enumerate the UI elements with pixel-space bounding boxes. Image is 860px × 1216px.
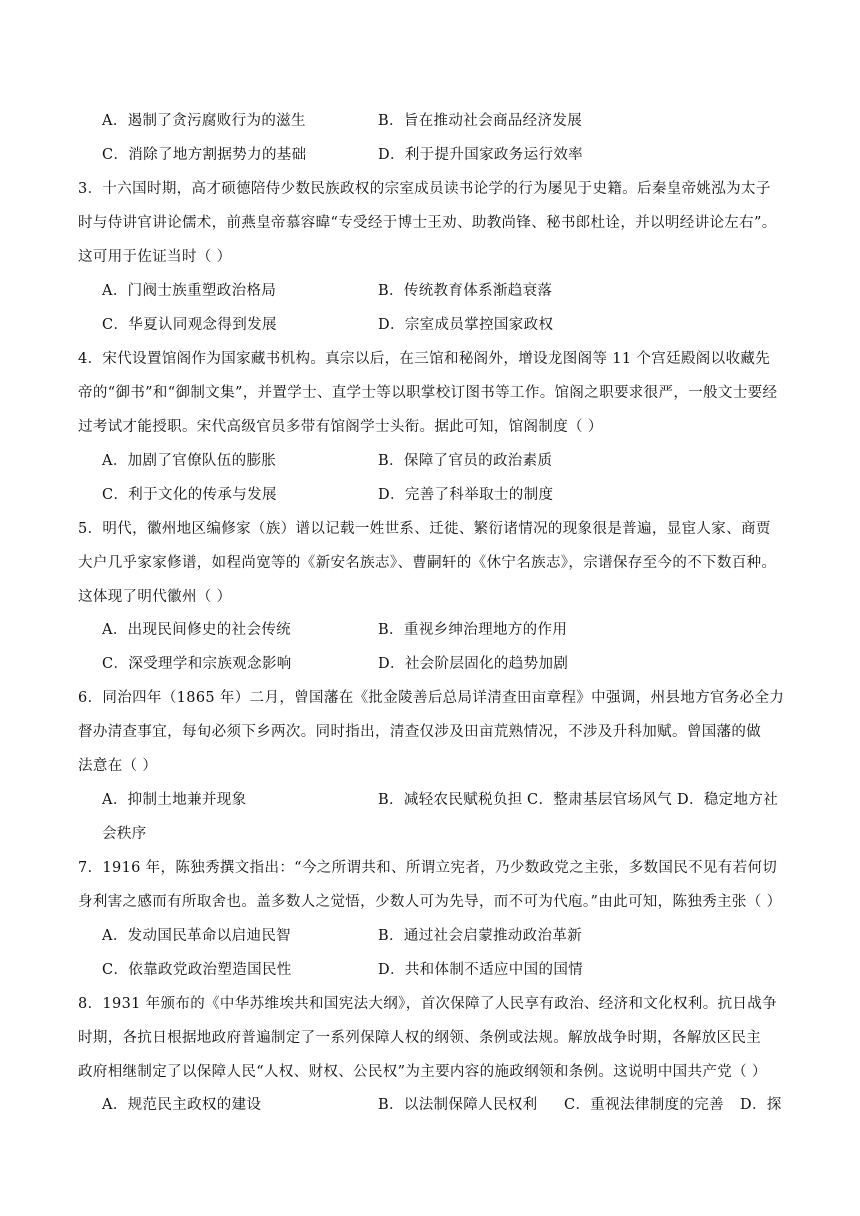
q5-stem-line-3: 这体现了明代徽州（ ） [78, 589, 232, 605]
q7-stem-line-2: 身利害之感而有所取舍也。盖多数人之觉悟，少数人可为先导，而不可为代庖。”由此可知，陈独秀主张（ ） [78, 894, 782, 910]
q4-stem-line-1: 4．宋代设置馆阁作为国家藏书机构。真宗以后，在三馆和秘阁外，增设龙图阁等 11 个宫廷殿阁以收藏先 [78, 351, 771, 367]
q6-stem-line-3: 法意在（ ） [78, 758, 158, 774]
q8-option-b: B．以法制保障人民权利 [378, 1097, 538, 1113]
q2-option-d: D．利于提升国家政务运行效率 [378, 147, 584, 163]
q7-stem-line-1: 7．1916 年，陈独秀撰文指出：“今之所谓共和、所谓立宪者，乃少数政党之主张，多数国民不见有若何切 [78, 860, 778, 876]
q3-option-b: B．传统教育体系渐趋衰落 [378, 283, 553, 299]
q3-option-a: A．门阀士族重塑政治格局 [102, 283, 277, 299]
q3-option-c: C．华夏认同观念得到发展 [102, 317, 277, 333]
q7-option-b: B．通过社会启蒙推动政治革新 [378, 928, 583, 944]
q6-stem-line-1: 6．同治四年（1865 年）二月，曾国藩在《批金陵善后总局详清查田亩章程》中强调，州县地方官务必全力 [78, 690, 785, 706]
q5-option-d: D．社会阶层固化的趋势加剧 [378, 656, 569, 672]
q5-stem-line-1: 5．明代，徽州地区编修家（族）谱以记载一姓世系、迁徙、繁衍诸情况的现象很是普遍，显宦人家、商贾 [78, 521, 771, 537]
q7-option-a: A．发动国民革命以启迪民智 [102, 928, 292, 944]
q3-stem-line-3: 这可用于佐证当时（ ） [78, 249, 232, 265]
q6-option-b: B．减轻农民赋税负担 [378, 792, 523, 808]
q6-option-d-continued: 会秩序 [102, 826, 147, 842]
q2-option-b: B．旨在推动社会商品经济发展 [378, 113, 583, 129]
q3-option-d: D．宗室成员掌控国家政权 [378, 317, 554, 333]
q4-option-a: A．加剧了官僚队伍的膨胀 [102, 453, 277, 469]
q7-option-d: D．共和体制不适应中国的国情 [378, 962, 584, 978]
q2-option-c: C．消除了地方割据势力的基础 [102, 147, 307, 163]
q4-option-b: B．保障了官员的政治素质 [378, 453, 553, 469]
q8-stem-line-1: 8．1931 年颁布的《中华苏维埃共和国宪法大纲》，首次保障了人民享有政治、经济和文化权利。抗日战争 [78, 996, 777, 1012]
q4-stem-line-3: 过考试才能授职。宋代高级官员多带有馆阁学士头衔。据此可知，馆阁制度（ ） [78, 419, 603, 435]
q6-option-c: C．整肃基层官场风气 [527, 792, 673, 808]
q3-stem-line-2: 时与侍讲官讲论儒术，前燕皇帝慕容暐“专受经于博士王劝、助教尚锋、秘书郎杜诠，并以明经讲论左右”。 [78, 215, 777, 231]
q5-option-a: A．出现民间修史的社会传统 [102, 622, 292, 638]
q6-stem-line-2: 督办清查事宜，每旬必须下乡两次。同时指出，清查仅涉及田亩荒熟情况，不涉及升科加赋。曾国藩的做 [78, 724, 762, 740]
q8-option-a: A．规范民主政权的建设 [102, 1097, 262, 1113]
q7-option-c: C．依靠政党政治塑造国民性 [102, 962, 292, 978]
q5-option-c: C．深受理学和宗族观念影响 [102, 656, 292, 672]
q4-option-d: D．完善了科举取士的制度 [378, 487, 554, 503]
q2-option-a: A．遏制了贪污腐败行为的滋生 [102, 113, 306, 129]
q4-stem-line-2: 帝的“御书”和“御制文集”，并置学士、直学士等以职掌校订图书等工作。馆阁之职要求很严，一般文士要经 [78, 385, 778, 401]
q6-option-d: D．稳定地方社 [677, 792, 779, 808]
q5-option-b: B．重视乡绅治理地方的作用 [378, 622, 568, 638]
q8-option-d: D．探 [740, 1097, 782, 1113]
q3-stem-line-1: 3．十六国时期，高才硕德陪侍少数民族政权的宗室成员读书论学的行为屡见于史籍。后秦皇帝姚泓为太子 [78, 181, 771, 197]
q5-stem-line-2: 大户几乎家家修谱，如程尚宽等的《新安名族志》、曹嗣轩的《休宁名族志》，宗谱保存至今的不下数百种。 [78, 555, 777, 571]
q8-stem-line-2: 时期，各抗日根据地政府普遍制定了一系列保障人权的纲领、条例或法规。解放战争时期，各解放区民主 [78, 1030, 762, 1046]
q8-option-c: C．重视法律制度的完善 [564, 1097, 724, 1113]
q6-option-a: A．抑制土地兼并现象 [102, 792, 247, 808]
q8-stem-line-3: 政府相继制定了以保障人民“人权、财权、公民权”为主要内容的施政纲领和条例。这说明中国共产党（ ） [78, 1064, 767, 1080]
q4-option-c: C．利于文化的传承与发展 [102, 487, 277, 503]
